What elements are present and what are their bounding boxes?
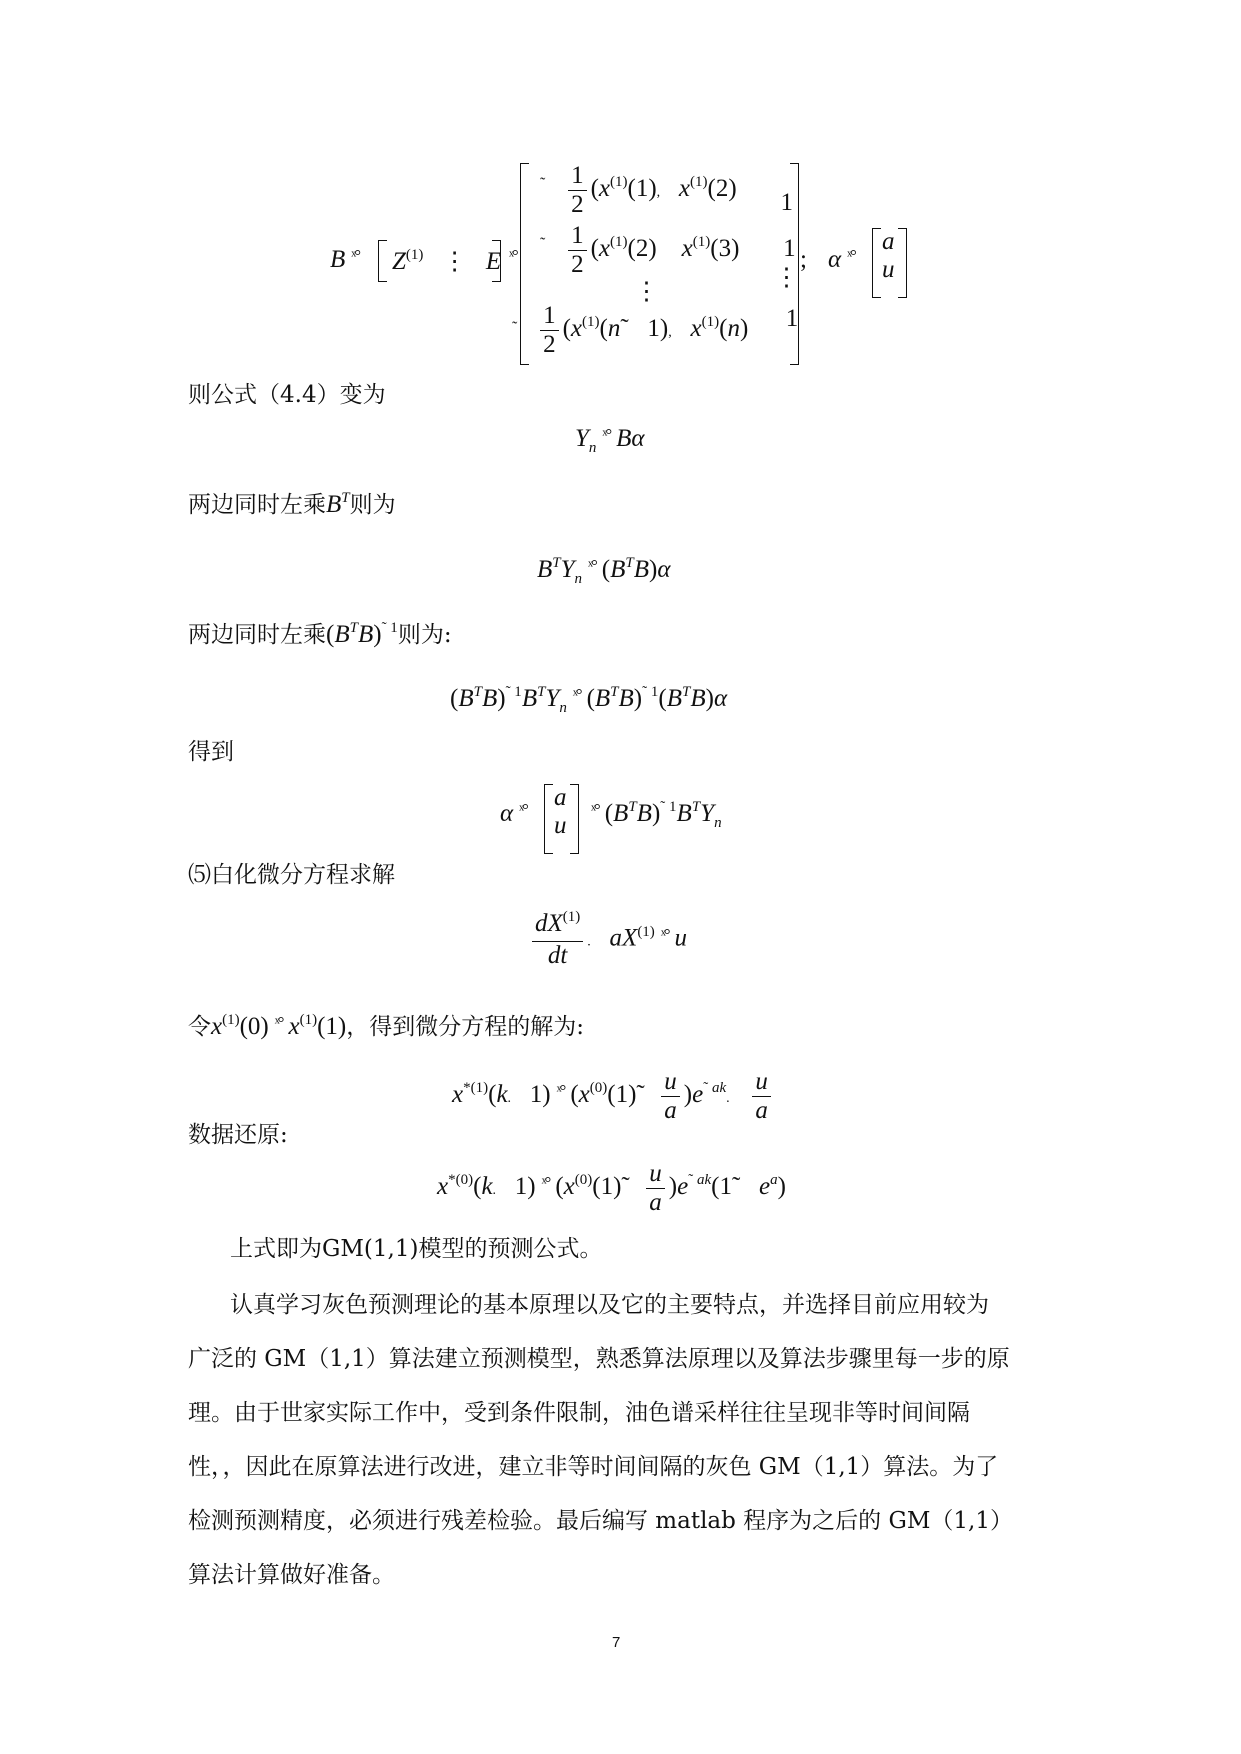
paragraph-line: 认真学习灰色预测理论的基本原理以及它的主要特点，并选择目前应用较为 xyxy=(230,1292,989,1318)
equation-diff: $\frac{dX^{(1)}}{dt}$ . $aX^{(1)}$ $^{ˣ^\circ}$ u xyxy=(528,910,687,970)
text-gm-formula: 上式即为GM(1,1)模型的预测公式。 xyxy=(230,1236,603,1262)
bracket xyxy=(492,240,501,282)
equation-bt: $B^TY_n^{ˣ^\circ}$ $(B^TB)\alpha$ xyxy=(537,555,671,587)
equation-alpha-rhs: $^{ˣ^\circ}$ $(B^TB)^{˜ 1}B^TY_n$ xyxy=(591,799,722,831)
eq-equals: ˣ° xyxy=(509,246,517,265)
eq-b-lhs: B $^{ˣ^\circ}$ xyxy=(330,246,359,273)
text-let: 令$x^{(1)}(0)$ $^{ˣ^\circ}$ $x^{(1)}(1)$，得到微分方程的解为: xyxy=(188,1012,584,1040)
equation-alpha: α $^{ˣ^\circ}$ xyxy=(500,800,527,827)
text-step5: ⑸白化微分方程求解 xyxy=(188,862,395,888)
text-restore: 数据还原: xyxy=(188,1122,288,1148)
eq-alpha: α $^{ˣ^\circ}$ xyxy=(828,246,855,273)
matrix-vdots: ⋮ xyxy=(634,278,659,305)
matrix-row-2: ˜ $\frac{1}{2}$ ($x^{(1)}(2)$ $x^{(1)}(3)$ 1 xyxy=(540,222,796,278)
bracket xyxy=(544,784,553,854)
text-pre: 两边同时左乘 xyxy=(188,622,326,648)
alpha-vector: a u xyxy=(882,228,895,283)
paragraph-line: 性，，因此在原算法进行改进，建立非等时间间隔的灰色 GM（1,1）算法。为了 xyxy=(188,1454,999,1480)
alpha-vector-2: a u xyxy=(554,784,567,839)
paragraph-line: 检测预测精度，必须进行残差检验。最后编写 matlab 程序为之后的 GM（1,1） xyxy=(188,1508,1013,1534)
paragraph-line: 理。由于世家实际工作中，受到条件限制，油色谱采样往往呈现非等时间间隔 xyxy=(188,1400,970,1426)
paragraph-line: 广泛的 GM（1,1）算法建立预测模型，熟悉算法原理以及算法步骤里每一步的原 xyxy=(188,1346,1010,1372)
bracket xyxy=(570,784,579,854)
text-post: 则为: xyxy=(397,622,452,648)
text-formula-44: 则公式（4.4）变为 xyxy=(188,382,386,408)
paragraph-line: 算法计算做好准备。 xyxy=(188,1562,395,1588)
text-pre: 令 xyxy=(188,1014,211,1040)
text-pre: 两边同时左乘 xyxy=(188,492,326,518)
eq-z-e: $Z^{(1)}$ ⋮ E xyxy=(392,247,502,275)
equation-restore: $x^{*(0)}(k$. 1) $^{ˣ^\circ}$ ($x^{(0)}(1)˜$ $\frac{u}{a}$ )$e^{˜ ak}(1˜$ $e^a$) xyxy=(437,1160,786,1216)
matrix-row-n: ˜ $\frac{1}{2}$ ($x^{(1)}(n˜$ 1), $x^{(1)}(n)$ 1 xyxy=(512,302,799,358)
matrix-vdots-right: ⋮ xyxy=(774,264,799,291)
equation-inv: $(B^TB)^{˜ 1}B^TY_n^{ˣ^\circ}$ $(B^TB)^{˜ 1}(B^TB)\alpha$ xyxy=(450,684,728,716)
bracket xyxy=(378,240,387,282)
page-number: 7 xyxy=(612,1634,621,1651)
equation-solution: $x^{*(1)}(k$. 1) $^{ˣ^\circ}$ ($x^{(0)}(1)˜$ $\frac{u}{a}$ )$e^{˜ ak}$. $\frac{u}{a}$ xyxy=(452,1068,775,1125)
bracket xyxy=(872,228,881,298)
text-left-mult-inv: 两边同时左乘$(B^TB)^{˜ 1}$则为: xyxy=(188,620,452,648)
text-post: ，得到微分方程的解为: xyxy=(346,1014,584,1040)
bracket xyxy=(898,228,907,298)
eq-semicolon: ; xyxy=(800,246,807,273)
text-left-mult-bt: 两边同时左乘$B^T$则为 xyxy=(188,490,396,518)
equation-yn: $Y_n^{ˣ^\circ}$ Bα xyxy=(575,425,645,456)
text-obtain: 得到 xyxy=(188,739,234,765)
text-post: 则为 xyxy=(349,492,396,518)
matrix-row-1: ˜ $\frac{1}{2}$ ($x^{(1)}(1)$, $x^{(1)}(2)$ 1 xyxy=(540,162,793,218)
